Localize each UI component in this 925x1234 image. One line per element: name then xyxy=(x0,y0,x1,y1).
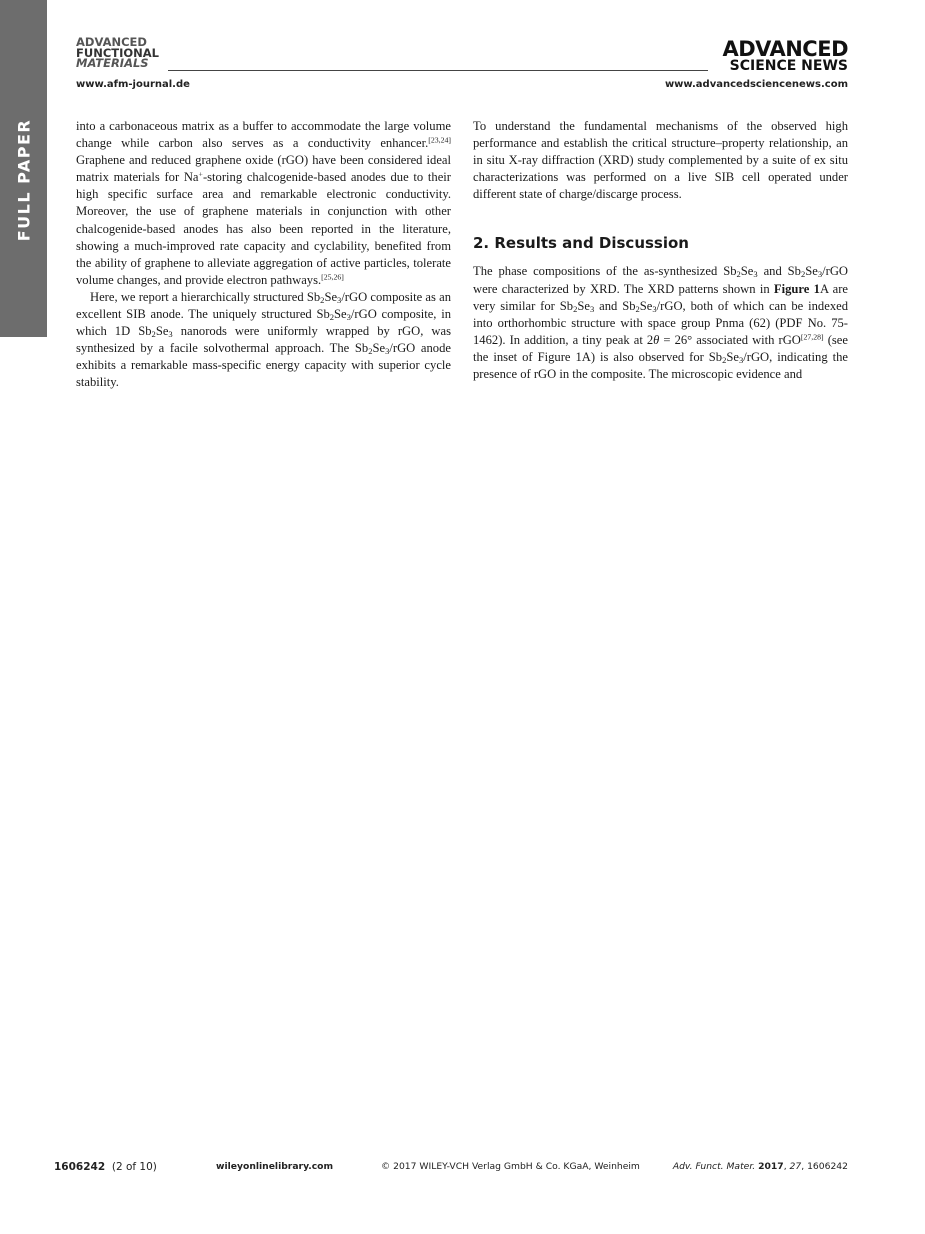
section-tab-label: FULL PAPER xyxy=(14,118,34,242)
citation-ref[interactable]: [23,24] xyxy=(428,135,451,145)
left-column xyxy=(76,118,451,392)
publisher-logo-line-2: SCIENCE NEWS xyxy=(729,58,848,74)
journal-abbrev: Adv. Funct. Mater. xyxy=(672,1161,756,1172)
article-number: 1606242 xyxy=(54,1161,106,1173)
journal-logo-line-3: MATERIALS xyxy=(76,56,149,70)
journal-logo xyxy=(76,37,159,69)
figure-link[interactable]: Figure 1 xyxy=(773,281,820,296)
text-span: nanorods were uniformly wrapped by rGO, was synthesized by a facile solvothermal approach. The Sb xyxy=(76,324,451,356)
text-span: Se xyxy=(639,298,653,313)
subscript: 2 xyxy=(800,269,806,280)
text-span: Se xyxy=(726,349,739,364)
subscript: 3 xyxy=(738,355,744,366)
text-span: Se xyxy=(334,307,347,322)
citation-ref[interactable]: [27,28] xyxy=(800,332,824,342)
section-tab xyxy=(0,0,47,337)
subscript: 3 xyxy=(337,295,342,306)
left-paragraph-1 xyxy=(76,118,451,289)
subscript: 3 xyxy=(753,269,758,280)
publisher-logo-line-1: ADVANCED xyxy=(722,37,848,61)
journal-logo-line-2: FUNCTIONAL xyxy=(76,45,160,60)
publisher-logo xyxy=(722,37,848,74)
text-span: /rGO, both of which can be indexed into orthorhombic structure with space group Pnma (62) (PDF No. 75-1462). In addition, a tiny peak at 2 xyxy=(473,298,849,347)
charge-superscript: + xyxy=(198,170,203,179)
subscript: 3 xyxy=(652,303,657,314)
journal-url-link[interactable]: www.afm-journal.de xyxy=(76,79,190,90)
citation-article-id: , 1606242 xyxy=(801,1161,848,1172)
subscript: 3 xyxy=(589,303,595,314)
text-span: and Sb xyxy=(594,298,636,313)
page-number xyxy=(54,1161,157,1173)
left-paragraph-2 xyxy=(76,289,451,392)
subscript: 2 xyxy=(368,346,373,357)
text-span: and Sb xyxy=(757,264,801,279)
subscript: 3 xyxy=(817,269,823,280)
subscript: 2 xyxy=(635,303,640,314)
text-span: /rGO anode exhibits a remarkable mass-specific energy capacity with superior cycle stability. xyxy=(76,341,451,390)
page-footer xyxy=(0,1161,925,1177)
text-span: A are very similar for Sb xyxy=(473,281,849,313)
text-span: Here, we report a hierarchically structured Sb xyxy=(90,289,321,304)
subscript: 2 xyxy=(329,312,335,323)
copyright-notice: © 2017 WILEY-VCH Verlag GmbH & Co. KGaA, Weinheim xyxy=(381,1161,640,1172)
subscript: 2 xyxy=(320,295,325,306)
section-heading: 2. Results and Discussion xyxy=(473,234,689,253)
journal-logo-line-1: ADVANCED xyxy=(76,35,147,49)
text-span: Se xyxy=(740,264,754,279)
journal-citation: Adv. Funct. Mater. 2017, 27, 1606242 xyxy=(672,1161,848,1172)
citation-volume: 27 xyxy=(789,1161,802,1172)
text-span: Se xyxy=(372,341,386,356)
citation-ref[interactable]: [25,26] xyxy=(321,272,344,282)
text-span: into a carbonaceous matrix as a buffer to accommodate the large volume change while carbon also serves as a conductivity enhancer. xyxy=(76,119,451,151)
text-span: Se xyxy=(577,298,590,313)
subscript: 2 xyxy=(736,269,741,280)
subscript: 3 xyxy=(346,312,351,323)
right-paragraph-2 xyxy=(473,263,848,383)
text-span: The phase compositions of the as-synthesized Sb xyxy=(473,264,737,279)
text-span: Graphene and reduced graphene oxide (rGO) have been considered ideal matrix materials for Na xyxy=(76,153,451,185)
right-paragraph-1: To understand the fundamental mechanisms of the observed high performance and establish the critical structure–property relationship, an in situ X-ray diffraction (XRD) study complemented by a suite of ex situ characterizations was performed on a live SIB cell operated under different state of charge/discarge process. xyxy=(473,119,848,202)
text-span: /rGO composite as an excellent SIB anode. The uniquely structured Sb xyxy=(76,289,451,322)
text-span: /rGO were characterized by XRD. The XRD patterns shown in xyxy=(473,264,849,296)
text-span: (see the inset of Figure 1A) is also observed for Sb xyxy=(473,332,848,364)
text-span: /rGO, indicating the presence of rGO in the composite. The microscopic evidence and xyxy=(473,349,848,382)
subscript: 2 xyxy=(722,355,727,366)
subscript: 3 xyxy=(385,346,390,357)
publisher-url-link[interactable]: www.advancedsciencenews.com xyxy=(664,79,848,90)
header-divider xyxy=(168,70,708,71)
text-span: Se xyxy=(805,264,818,279)
text-span: -storing chalcogenide-based anodes due to their high specific surface area and remarkable electronic conductivity. Moreover, the use of graphene materials in conjunction with other chalcogenide-based anodes has also been reported in the literature, showing a much-improved rate capacity and cyclability, benefited from the ability of graphene to alleviate aggregation of active particles, tolerate volume changes, and provide electron pathways. xyxy=(76,170,451,287)
text-span: /rGO composite, in which 1D Sb xyxy=(76,307,451,339)
subscript: 3 xyxy=(168,329,173,340)
subscript: 2 xyxy=(151,329,156,340)
right-column xyxy=(473,118,848,383)
citation-year: 2017 xyxy=(758,1161,784,1172)
text-span: = 26° associated with rGO xyxy=(659,332,801,347)
text-span: Se xyxy=(155,324,169,339)
page-count: (2 of 10) xyxy=(111,1161,157,1173)
text-span: Se xyxy=(324,289,338,304)
footer-site-link[interactable]: wileyonlinelibrary.com xyxy=(216,1161,334,1172)
theta-symbol: θ xyxy=(653,332,660,347)
subscript: 2 xyxy=(573,303,578,314)
